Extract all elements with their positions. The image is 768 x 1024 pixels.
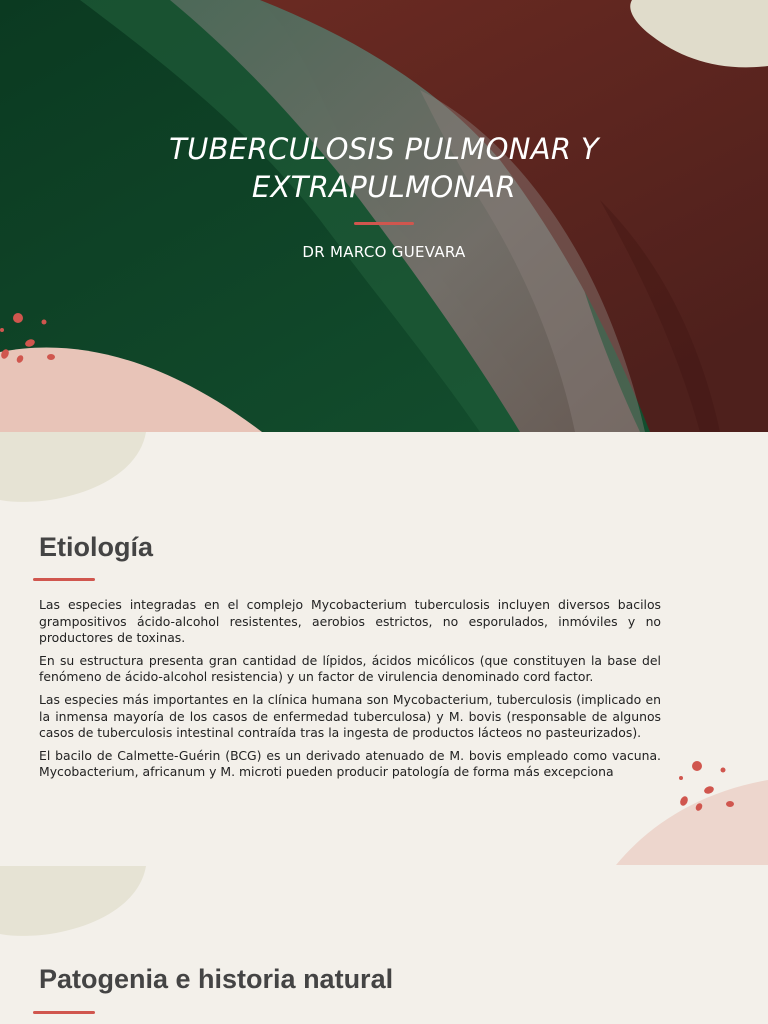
etiologia-body xyxy=(39,597,661,787)
etiologia-heading: Etiología xyxy=(39,532,153,562)
etiologia-paragraph: El bacilo de Calmette-Guérin (BCG) es un derivado atenuado de M. bovis empleado como vacuna. Mycobacterium, africanum y M. microti pueden producir patología de forma más excepciona xyxy=(39,747,661,780)
slide-decorations xyxy=(0,866,768,1024)
title-line-2: EXTRAPULMONAR xyxy=(251,170,517,204)
etiologia-paragraph: Las especies más importantes en la clínica humana son Mycobacterium, tuberculosis (implicado en la inmensa mayoría de los casos de enfermedad tuberculosa) y M. bovis (responsable de algunos casos de tuberculosis intestinal contraída tras la ingesta de productos lácteos no pasteurizados). xyxy=(39,691,661,741)
title-slide xyxy=(0,0,768,432)
etiologia-slide xyxy=(0,432,768,866)
patogenia-heading: Patogenia e historia natural xyxy=(39,964,394,994)
title-divider xyxy=(354,222,414,225)
etiologia-heading-rule xyxy=(33,578,95,581)
patogenia-heading-rule xyxy=(33,1011,95,1014)
presentation-title xyxy=(0,130,768,206)
author-name: DR MARCO GUEVARA xyxy=(302,243,466,261)
etiologia-paragraph: Las especies integradas en el complejo Mycobacterium tuberculosis incluyen diversos bacilos grampositivos ácido-alcohol resistentes, aerobios estrictos, no esporulados, inmóviles y no productores de toxinas. xyxy=(39,597,661,646)
etiologia-paragraph: En su estructura presenta gran cantidad de lípidos, ácidos micólicos (que constituyen la base del fenómeno de ácido-alcohol resistencia) y un factor de virulencia denominado cord factor. xyxy=(39,652,661,685)
title-line-1: TUBERCULOSIS PULMONAR Y xyxy=(169,132,599,166)
title-block xyxy=(0,130,768,261)
patogenia-slide xyxy=(0,866,768,1024)
